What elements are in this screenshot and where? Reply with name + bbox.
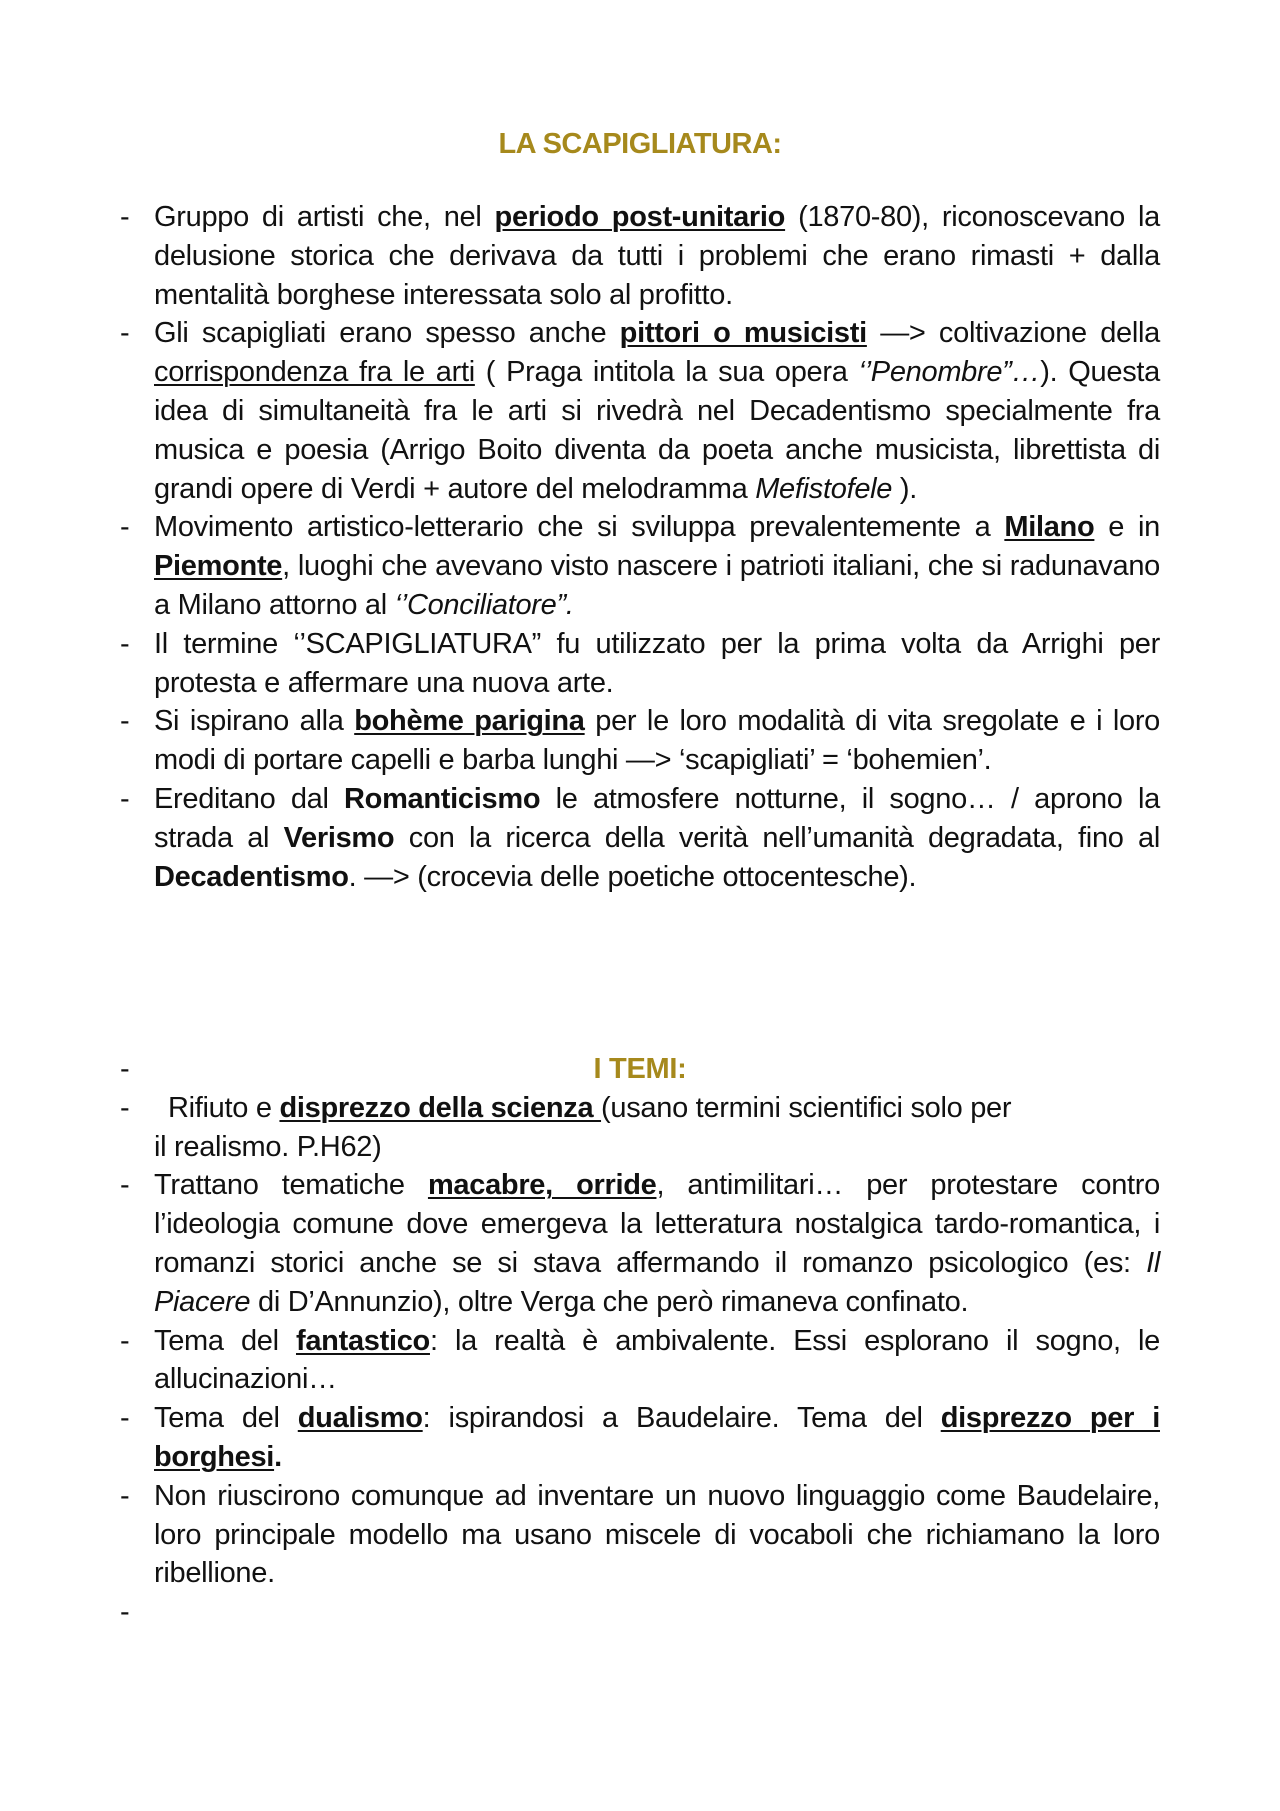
keyword: Decadentismo bbox=[154, 860, 349, 893]
bullet-text: Si ispirano alla bbox=[154, 705, 355, 738]
bullet-dash: - bbox=[120, 782, 130, 815]
bullet-text: Gruppo di artisti che, nel bbox=[154, 201, 495, 233]
bullet-text: Tema del bbox=[154, 1402, 298, 1435]
bullet-text: Ereditano dal bbox=[154, 782, 345, 815]
bullet-text: —> coltivazione della bbox=[866, 317, 1160, 350]
bullet-text: il realismo. P.H62) bbox=[154, 1130, 382, 1163]
bullet-text: (1870-80), riconoscevano la delusione storica che derivava da tutti i problemi che erano rimasti + dalla mentalità borghese interessata solo al profitto. bbox=[154, 201, 1160, 311]
bullet-text: le atmosfere notturne, il sogno… / aprono la strada al bbox=[154, 782, 1160, 854]
bullet-dash: - bbox=[120, 1596, 130, 1629]
bullet-text: Tema del bbox=[154, 1324, 296, 1357]
bullet-text: . bbox=[274, 1440, 282, 1473]
bullet-dash: - bbox=[120, 627, 130, 660]
bullet-item bbox=[120, 1399, 1160, 1477]
bullet-text: (usano termini scientifici solo per bbox=[601, 1091, 1012, 1124]
intro-bullet-list bbox=[120, 198, 1160, 896]
bullet-text: di D’Annunzio), oltre Verga che però rimaneva confinato. bbox=[250, 1285, 969, 1318]
bullet-text: ). Questa idea di simultaneità fra le arti si rivedrà nel Decadentismo specialmente fra musica e poesia (Arrigo Boito diventa da poeta anche musicista, librettista di grandi opere di Verdi + autore del melodramma bbox=[154, 356, 1160, 505]
bullet-dash: - bbox=[120, 1091, 130, 1124]
bullet-text: , antimilitari… per protestare contro l’ideologia comune dove emergeva la letteratura nostalgica tardo-romantica, i romanzi storici anche se si stava affermando il romanzo psicologico (es: bbox=[154, 1169, 1160, 1279]
bullet-dash: - bbox=[120, 1053, 130, 1085]
keyword: Milano bbox=[1004, 511, 1095, 544]
bullet-dash: - bbox=[120, 317, 130, 350]
section-heading: I TEMI: bbox=[593, 1053, 687, 1085]
underlined-phrase: corrispondenza fra le arti bbox=[154, 356, 475, 389]
keyword: macabre, orride bbox=[427, 1169, 657, 1202]
bullet-item bbox=[120, 508, 1160, 624]
italic-title: ‘’Conciliatore”. bbox=[394, 588, 574, 621]
bullet-text: per le loro modalità di vita sregolate e i loro modi di portare capelli e barba lunghi —> ‘scapigliati’ = ‘bohemien’. bbox=[154, 705, 1161, 777]
bullet-text: Gli scapigliati erano spesso anche bbox=[154, 317, 620, 350]
bullet-item bbox=[120, 625, 1160, 703]
bullet-item bbox=[120, 1166, 1160, 1321]
bullet-item bbox=[120, 198, 1160, 314]
bullet-item bbox=[120, 702, 1160, 780]
bullet-text: Il termine ‘’SCAPIGLIATURA” fu utilizzato per la prima volta da Arrighi per protesta e affermare una nuova arte. bbox=[154, 627, 1160, 699]
bullet-text: . —> (crocevia delle poetiche ottocentesche). bbox=[348, 860, 917, 893]
section-heading-row bbox=[120, 1050, 1160, 1089]
italic-title: ‘’Penombre”… bbox=[858, 356, 1041, 389]
keyword: Romanticismo bbox=[344, 782, 541, 815]
bullet-text: Non riuscirono comunque ad inventare un nuovo linguaggio come Baudelaire, loro principale modello ma usano miscele di vocaboli che richiamano la loro ribellione. bbox=[154, 1479, 1160, 1590]
bullet-item bbox=[120, 1089, 1160, 1167]
keyword: Verismo bbox=[283, 821, 395, 854]
bullet-dash: - bbox=[120, 201, 130, 233]
keyword: disprezzo della scienza bbox=[279, 1091, 602, 1124]
bullet-item bbox=[120, 1322, 1160, 1400]
bullet-dash: - bbox=[120, 705, 130, 738]
bullet-dash: - bbox=[120, 1402, 130, 1435]
bullet-text: Rifiuto e bbox=[168, 1091, 280, 1124]
bullet-text: ( Praga intitola la sua opera bbox=[474, 356, 859, 389]
bullet-text: : ispirandosi a Baudelaire. Tema del bbox=[422, 1402, 941, 1435]
page-title: LA SCAPIGLIATURA: bbox=[498, 128, 782, 160]
keyword: Piemonte bbox=[154, 550, 283, 583]
bullet-text: con la ricerca della verità nell’umanità degradata, fino al bbox=[394, 821, 1160, 854]
bullet-dash: - bbox=[120, 1324, 130, 1357]
keyword: periodo post-unitario bbox=[494, 201, 786, 233]
bullet-dash: - bbox=[120, 1169, 130, 1202]
keyword: dualismo bbox=[297, 1402, 423, 1435]
bullet-text: e in bbox=[1094, 511, 1160, 544]
bullet-item bbox=[120, 780, 1160, 896]
bullet-text: Movimento artistico-letterario che si sviluppa prevalentemente a bbox=[154, 511, 1005, 544]
themes-bullet-list bbox=[120, 1050, 1160, 1632]
bullet-text: Trattano tematiche bbox=[154, 1169, 428, 1202]
keyword: disprezzo per i borghesi bbox=[154, 1402, 1160, 1473]
keyword: pittori o musicisti bbox=[619, 317, 867, 350]
empty-bullet-row bbox=[120, 1593, 1160, 1632]
bullet-text: , luoghi che avevano visto nascere i patrioti italiani, che si radunavano a Milano attorno al bbox=[154, 550, 1160, 621]
bullet-dash: - bbox=[120, 511, 130, 544]
keyword: fantastico bbox=[295, 1324, 430, 1357]
bullet-text: ). bbox=[892, 472, 918, 505]
bullet-dash: - bbox=[120, 1479, 130, 1512]
italic-title: Il Piacere bbox=[154, 1246, 1160, 1318]
bullet-item bbox=[120, 314, 1160, 508]
bullet-text: : la realtà è ambivalente. Essi esplorano il sogno, le allucinazioni… bbox=[154, 1324, 1160, 1396]
bullet-item bbox=[120, 1477, 1160, 1593]
keyword: bohème parigina bbox=[354, 705, 585, 738]
italic-title: Mefistofele bbox=[755, 472, 893, 505]
